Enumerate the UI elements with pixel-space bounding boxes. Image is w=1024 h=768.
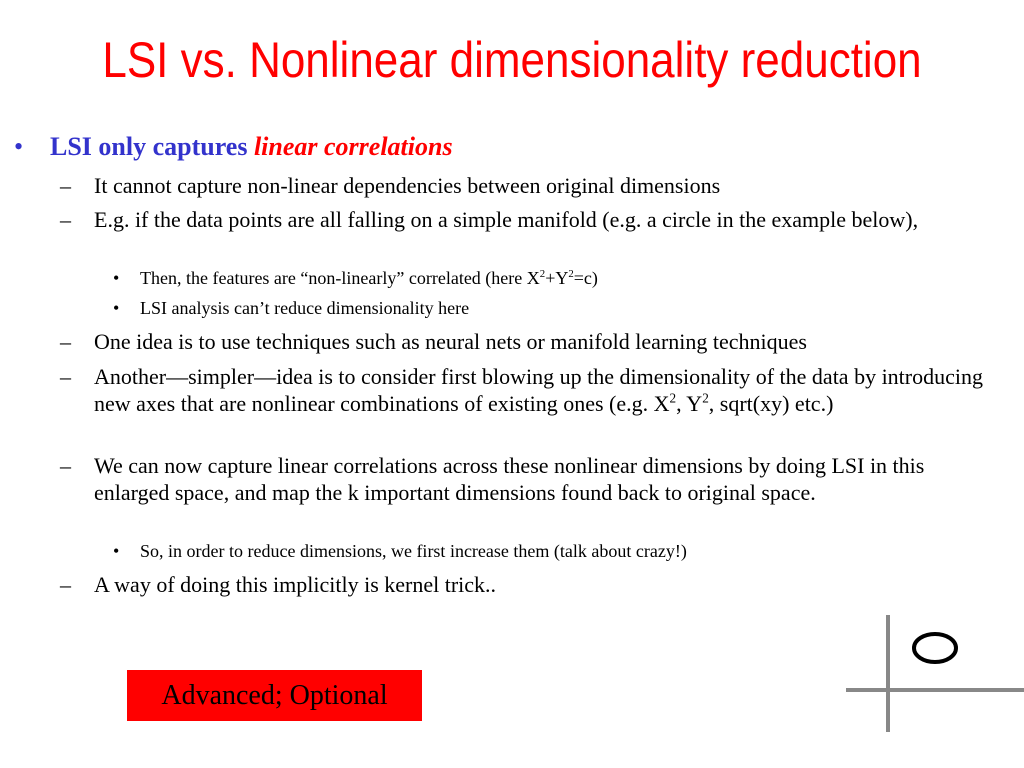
superscript: 2: [568, 268, 574, 280]
superscript: 2: [539, 268, 546, 280]
formula-text-post: =c): [573, 268, 598, 288]
sub-sub-bullet-2: [113, 297, 1020, 319]
dot-marker: •: [113, 298, 120, 318]
sub-bullet-2: [60, 206, 974, 233]
dot-marker: •: [113, 541, 120, 561]
sub-sub-bullet-text: So, in order to reduce dimensions, we first increase them (talk about crazy!): [140, 541, 687, 561]
sub-bullet-6: [60, 571, 1024, 598]
text-post: , sqrt(xy) etc.): [708, 391, 834, 416]
dash-marker: –: [60, 364, 71, 389]
main-bullet: [14, 132, 453, 162]
sub-sub-bullet-1: [113, 267, 1020, 289]
dash-marker: –: [60, 207, 71, 232]
superscript: 2: [669, 390, 677, 406]
text-mid: , Y: [676, 391, 703, 416]
main-bullet-emphasis: linear correlations: [253, 132, 453, 161]
dash-marker: –: [60, 329, 71, 354]
sub-sub-bullet-3: [113, 540, 1020, 562]
dot-marker: •: [113, 268, 120, 288]
sub-bullet-text: A way of doing this implicitly is kernel trick..: [94, 572, 497, 597]
advanced-optional-badge: Advanced; Optional: [127, 670, 422, 721]
sub-bullet-5: [60, 452, 994, 506]
slide-title: LSI vs. Nonlinear dimensionality reduction: [102, 32, 922, 88]
formula-text-pre: Then, the features are “non-linearly” correlated (here X: [140, 268, 540, 288]
text-pre: Another—simpler—idea is to consider first blowing up the dimensionality of the data by introducing new axes that are nonlinear combinations of existing ones (e.g. X: [94, 364, 984, 416]
bullet-marker: •: [14, 132, 24, 161]
sub-bullet-text: One idea is to use techniques such as neural nets or manifold learning techniques: [94, 329, 807, 354]
dash-marker: –: [60, 173, 71, 198]
formula-text-mid: +Y: [545, 268, 569, 288]
sub-bullet-text: It cannot capture non-linear dependencies between original dimensions: [94, 173, 721, 198]
sub-bullet-text: We can now capture linear correlations across these nonlinear dimensions by doing LSI in this enlarged space, and map the k important dimensions found back to original space.: [94, 453, 925, 505]
sub-bullet-3: [60, 328, 1024, 355]
sub-bullet-4: [60, 363, 1024, 417]
dash-marker: –: [60, 453, 71, 478]
main-bullet-text: LSI only captures: [50, 132, 248, 161]
sub-bullet-text: E.g. if the data points are all falling on a simple manifold (e.g. a circle in the example below),: [94, 207, 919, 232]
sub-sub-bullet-text: LSI analysis can’t reduce dimensionality here: [140, 298, 470, 318]
circle-manifold: [914, 634, 956, 662]
superscript: 2: [702, 390, 709, 406]
sub-bullet-1: [60, 172, 1024, 199]
dash-marker: –: [60, 572, 71, 597]
circle-manifold-diagram: [840, 610, 1024, 740]
